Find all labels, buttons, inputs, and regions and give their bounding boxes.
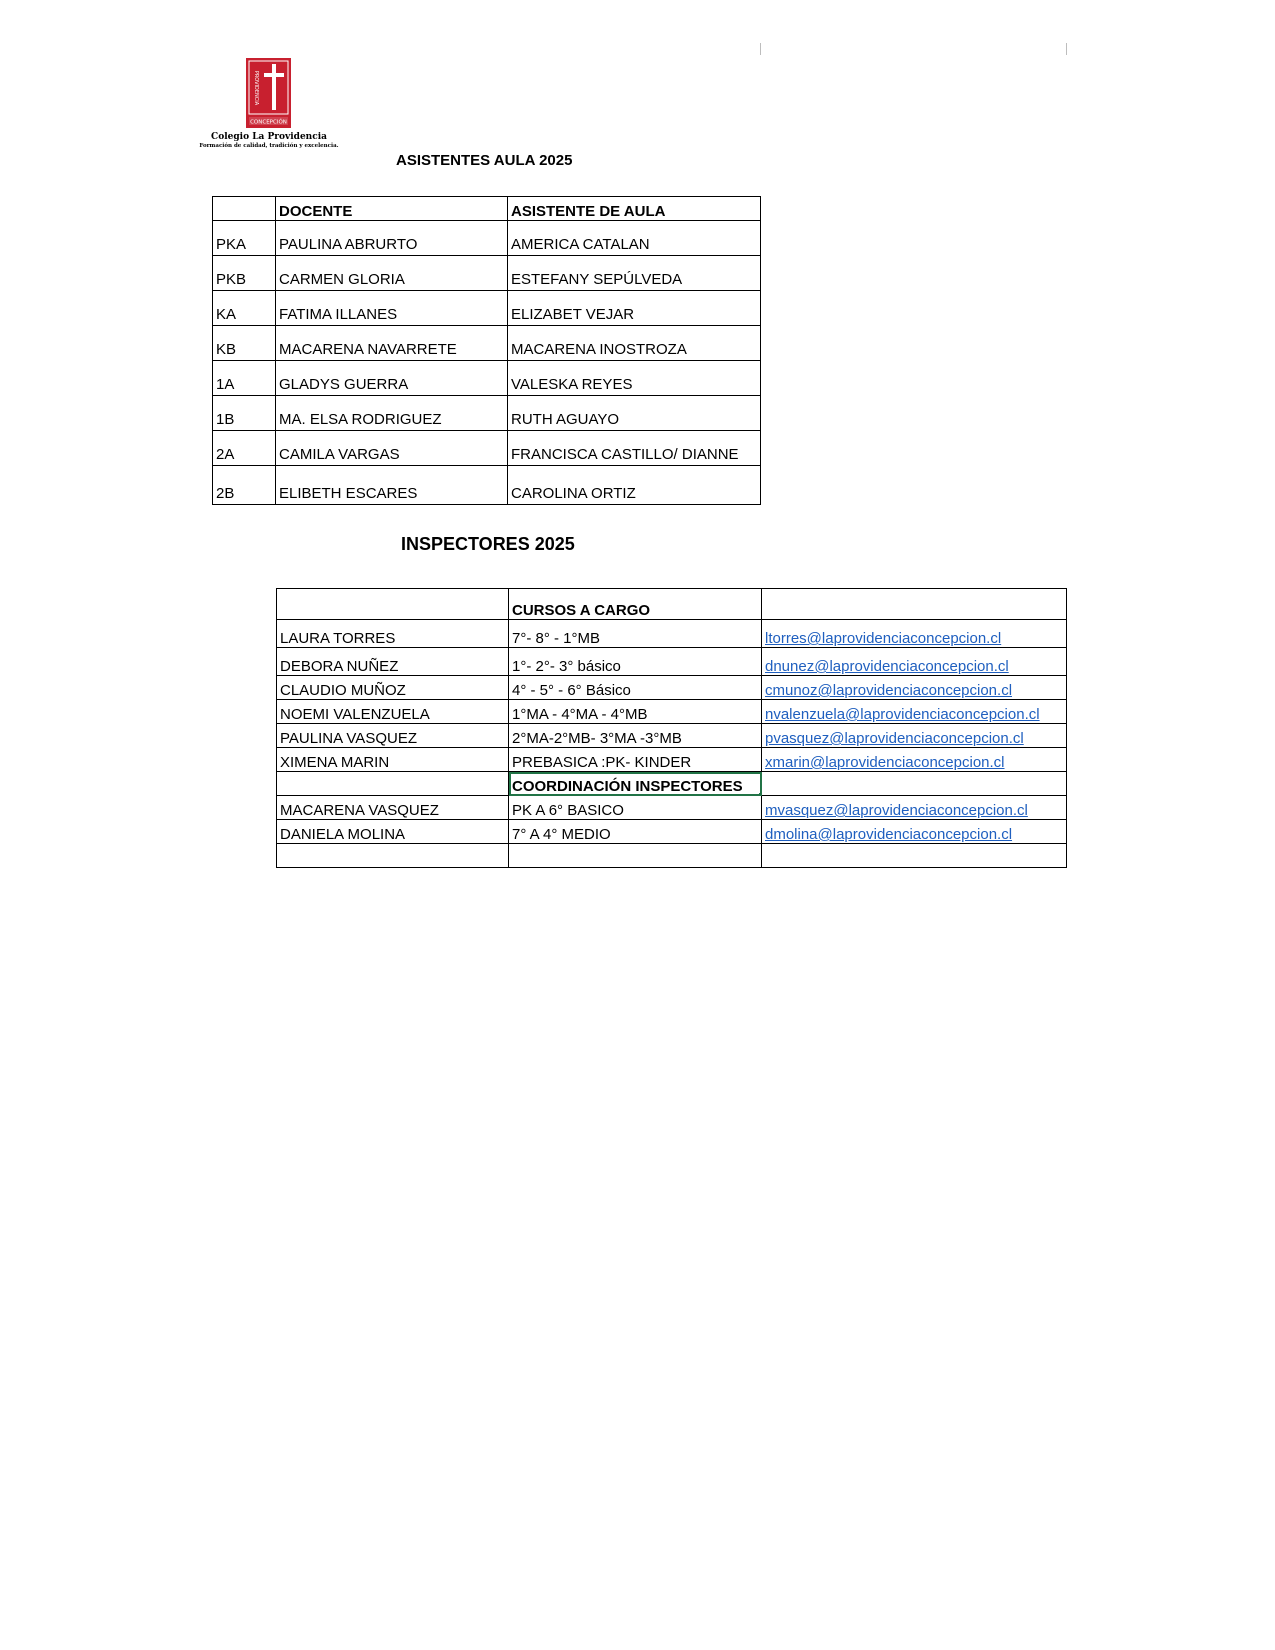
table-row xyxy=(277,796,1067,820)
asistentes-table xyxy=(212,196,761,505)
cursos-cell[interactable]: 1°- 2°- 3° básico xyxy=(509,648,762,676)
cursos-cell[interactable]: 4° - 5° - 6° Básico xyxy=(509,676,762,700)
cursos-cell[interactable]: 1°MA - 4°MA - 4°MB xyxy=(509,700,762,724)
email-link[interactable]: nvalenzuela@laprovidenciaconcepcion.cl xyxy=(765,706,1040,723)
table-header-row xyxy=(277,589,1067,620)
table-row-empty xyxy=(277,844,1067,868)
inspector-name-cell[interactable]: PAULINA VASQUEZ xyxy=(277,724,509,748)
inspector-name-cell[interactable]: CLAUDIO MUÑOZ xyxy=(277,676,509,700)
email-cell[interactable] xyxy=(762,724,1067,748)
cursos-cell[interactable]: PREBASICA :PK- KINDER xyxy=(509,748,762,772)
email-cell[interactable] xyxy=(762,748,1067,772)
email-link[interactable]: xmarin@laprovidenciaconcepcion.cl xyxy=(765,754,1005,771)
header-cell[interactable] xyxy=(213,197,276,221)
curso-cell[interactable]: PKB xyxy=(213,256,276,291)
asistente-cell[interactable]: ESTEFANY SEPÚLVEDA xyxy=(508,256,761,291)
header-cell[interactable] xyxy=(277,589,509,620)
inspector-name-cell[interactable]: XIMENA MARIN xyxy=(277,748,509,772)
inspectores-table xyxy=(276,588,1067,868)
inspectores-title: INSPECTORES 2025 xyxy=(401,534,575,554)
header-cell-cursos[interactable]: CURSOS A CARGO xyxy=(509,589,762,620)
curso-cell[interactable]: 1A xyxy=(213,361,276,396)
school-name: Colegio La Providencia xyxy=(211,132,327,142)
inspector-name-cell[interactable]: LAURA TORRES xyxy=(277,620,509,648)
email-link[interactable]: dmolina@laprovidenciaconcepcion.cl xyxy=(765,826,1013,843)
coordinacion-header-row xyxy=(277,772,1067,796)
table-row xyxy=(213,221,761,256)
asistente-cell[interactable]: RUTH AGUAYO xyxy=(508,396,761,431)
cursos-cell[interactable]: 7°- 8° - 1°MB xyxy=(509,620,762,648)
email-link[interactable]: dnunez@laprovidenciaconcepcion.cl xyxy=(765,658,1009,675)
empty-cell[interactable] xyxy=(762,844,1067,868)
email-link[interactable]: cmunoz@laprovidenciaconcepcion.cl xyxy=(765,682,1013,699)
inspector-name-cell[interactable]: DEBORA NUÑEZ xyxy=(277,648,509,676)
table-row xyxy=(277,620,1067,648)
asistente-cell[interactable]: VALESKA REYES xyxy=(508,361,761,396)
empty-cell[interactable] xyxy=(277,772,509,796)
docente-cell[interactable]: CARMEN GLORIA xyxy=(276,256,508,291)
header-cell-asistente[interactable]: ASISTENTE DE AULA xyxy=(508,197,761,221)
empty-cell[interactable] xyxy=(762,772,1067,796)
ruler-tick-right xyxy=(1066,43,1067,55)
cursos-cell[interactable]: PK A 6° BASICO xyxy=(509,796,762,820)
ruler-tick-left xyxy=(760,43,761,55)
email-link[interactable]: pvasquez@laprovidenciaconcepcion.cl xyxy=(765,730,1024,747)
docente-cell[interactable]: MA. ELSA RODRIGUEZ xyxy=(276,396,508,431)
email-cell[interactable] xyxy=(762,676,1067,700)
cursos-cell[interactable]: 2°MA-2°MB- 3°MA -3°MB xyxy=(509,724,762,748)
email-cell[interactable] xyxy=(762,648,1067,676)
selection-fill-handle[interactable] xyxy=(759,793,762,796)
email-cell[interactable] xyxy=(762,700,1067,724)
table-row xyxy=(277,700,1067,724)
table-row xyxy=(213,326,761,361)
asistente-cell[interactable]: MACARENA INOSTROZA xyxy=(508,326,761,361)
table-row xyxy=(213,361,761,396)
table-row xyxy=(213,291,761,326)
table-row xyxy=(277,724,1067,748)
table-row xyxy=(277,820,1067,844)
email-cell[interactable] xyxy=(762,820,1067,844)
email-link[interactable]: mvasquez@laprovidenciaconcepcion.cl xyxy=(765,802,1028,819)
curso-cell[interactable]: 1B xyxy=(213,396,276,431)
table-row xyxy=(277,748,1067,772)
table-row xyxy=(213,431,761,466)
email-cell[interactable] xyxy=(762,796,1067,820)
table-row xyxy=(213,396,761,431)
school-tagline: Formación de calidad, tradición y excelencia. xyxy=(199,143,339,149)
coordinacion-header-label: COORDINACIÓN INSPECTORES xyxy=(512,778,743,795)
docente-cell[interactable]: FATIMA ILLANES xyxy=(276,291,508,326)
email-cell[interactable] xyxy=(762,620,1067,648)
table-row xyxy=(213,466,761,505)
table-header-row xyxy=(213,197,761,221)
empty-cell[interactable] xyxy=(277,844,509,868)
asistentes-title: ASISTENTES AULA 2025 xyxy=(396,152,573,169)
inspector-name-cell[interactable]: MACARENA VASQUEZ xyxy=(277,796,509,820)
cursos-cell[interactable]: 7° A 4° MEDIO xyxy=(509,820,762,844)
logo-badge-text: CONCEPCIÓN xyxy=(250,119,287,126)
curso-cell[interactable]: PKA xyxy=(213,221,276,256)
logo-mark-text: PROVIDENCIA xyxy=(253,70,259,106)
curso-cell[interactable]: 2B xyxy=(213,466,276,505)
docente-cell[interactable]: CAMILA VARGAS xyxy=(276,431,508,466)
empty-cell[interactable] xyxy=(509,844,762,868)
asistente-cell[interactable]: CAROLINA ORTIZ xyxy=(508,466,761,505)
cross-shield-icon xyxy=(246,58,291,128)
table-row xyxy=(277,648,1067,676)
table-row xyxy=(213,256,761,291)
asistente-cell[interactable]: ELIZABET VEJAR xyxy=(508,291,761,326)
asistente-cell[interactable]: FRANCISCA CASTILLO/ DIANNE xyxy=(508,431,761,466)
inspector-name-cell[interactable]: NOEMI VALENZUELA xyxy=(277,700,509,724)
curso-cell[interactable]: KB xyxy=(213,326,276,361)
docente-cell[interactable]: ELIBETH ESCARES xyxy=(276,466,508,505)
header-cell-email[interactable] xyxy=(762,589,1067,620)
asistente-cell[interactable]: AMERICA CATALAN xyxy=(508,221,761,256)
coordinacion-header-cell[interactable] xyxy=(509,772,762,796)
docente-cell[interactable]: MACARENA NAVARRETE xyxy=(276,326,508,361)
table-row xyxy=(277,676,1067,700)
email-link[interactable]: ltorres@laprovidenciaconcepcion.cl xyxy=(765,630,1002,647)
docente-cell[interactable]: PAULINA ABRURTO xyxy=(276,221,508,256)
docente-cell[interactable]: GLADYS GUERRA xyxy=(276,361,508,396)
curso-cell[interactable]: 2A xyxy=(213,431,276,466)
header-cell-docente[interactable]: DOCENTE xyxy=(276,197,508,221)
inspector-name-cell[interactable]: DANIELA MOLINA xyxy=(277,820,509,844)
curso-cell[interactable]: KA xyxy=(213,291,276,326)
